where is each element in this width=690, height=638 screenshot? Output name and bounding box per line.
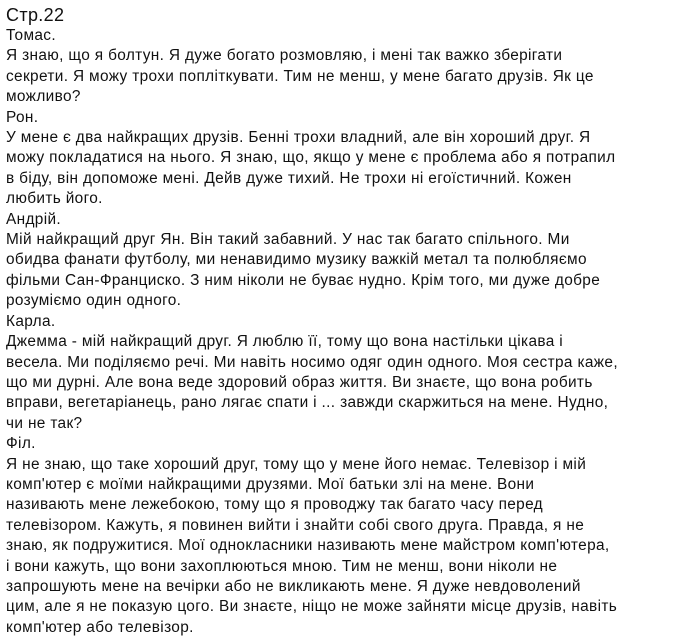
speaker-name: Карла. xyxy=(6,312,56,330)
page-title: Стр.22 xyxy=(6,5,65,25)
text-line: фільми Сан-Франциско. З ним ніколи не буває нудно. Крім того, ми дуже добре xyxy=(6,271,601,289)
text-line: знаю, як подружитися. Мої однокласники називають мене майстром комп'ютера, xyxy=(6,537,610,555)
text-line: Я знаю, що я болтун. Я дуже богато розмовляю, і мені так важко зберігати xyxy=(6,47,563,65)
text-line: любить його. xyxy=(6,190,103,208)
text-line: весела. Ми поділяємо речі. Ми навіть носимо одяг один одного. Моя сестра каже, xyxy=(6,353,618,371)
text-line: запрошують мене на вечірки або не викликають мене. Я дуже невдоволений xyxy=(6,577,581,595)
text-line: телевізором. Кажуть, я повинен вийти і знайти собі свого друга. Правда, я не xyxy=(6,516,585,534)
speaker-name: Томас. xyxy=(6,27,56,44)
speaker-name: Філ. xyxy=(6,435,36,453)
text-line: розуміємо один одного. xyxy=(6,292,182,310)
text-line: чи не так? xyxy=(6,414,83,432)
text-line: вправи, вегетаріанець, рано лягає спати і ... завжди скаржиться на мене. Нудно, xyxy=(6,394,609,412)
document-text xyxy=(6,26,682,638)
text-line: і вони кажуть, що вони захоплюються мною. Тим не менш, вони ніколи не xyxy=(6,557,558,575)
text-line: Джемма - мій найкращий друг. Я люблю її, тому що вона настільки цікава і xyxy=(6,333,564,351)
text-line: що ми дурні. Але вона веде здоровий образ життя. Ви знаєте, що вона робить xyxy=(6,373,593,391)
text-line: Мій найкращий друг Ян. Він такий забавний. У нас так багато спільного. Ми xyxy=(6,231,570,249)
text-line: в біду, він допоможе мені. Дейв дуже тихий. Не трохи ні егоїстичний. Кожен xyxy=(6,169,572,187)
text-line: цим, але я не показую цого. Ви знаєте, ніщо не може зайняти місце друзів, навіть xyxy=(6,598,618,616)
speaker-name: Андрій. xyxy=(6,210,62,228)
text-line: можливо? xyxy=(6,88,81,106)
text-line: комп'ютер є моїми найкращими друзями. Мої батьки злі на мене. Вони xyxy=(6,475,535,493)
text-line: обидва фанати футболу, ми ненавидимо музику важкій метал та полюбляємо xyxy=(6,251,587,269)
text-line: У мене є два найкращих друзів. Бенні трохи владний, але він хороший друг. Я xyxy=(6,129,591,147)
text-line: Я не знаю, що таке хороший друг, тому що у мене його немає. Телевізор і мій xyxy=(6,455,587,473)
text-line: можу покладатися на нього. Я знаю, що, якщо у мене є проблема або я потрапил xyxy=(6,149,616,167)
speaker-name: Рон. xyxy=(6,108,39,126)
text-line: секрети. Я можу трохи попліткувати. Тим не менш, у мене багато друзів. Як це xyxy=(6,67,594,85)
text-line: комп'ютер або телевізор. xyxy=(6,618,194,636)
text-line: називають мене лежебокою, тому що я проводжу так багато часу перед xyxy=(6,496,543,514)
